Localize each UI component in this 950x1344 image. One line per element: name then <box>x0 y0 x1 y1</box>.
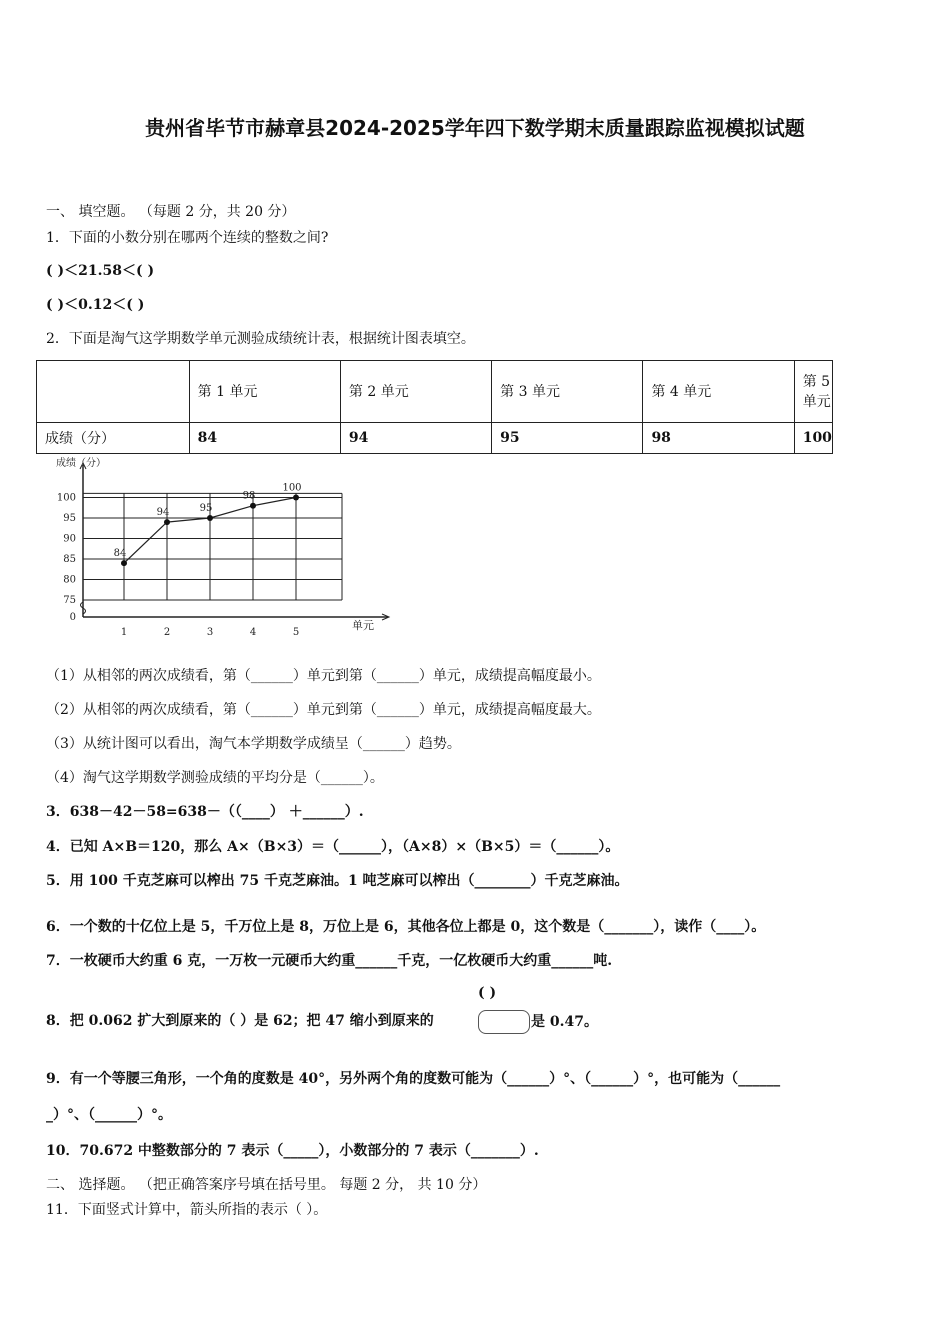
chart-data-label: 94 <box>156 507 170 519</box>
question-3: 3．638－42－58=638－（（____） ＋______）. <box>46 804 364 820</box>
table-cell: 94 <box>340 422 491 454</box>
chart-y-tick-label: 95 <box>63 513 76 524</box>
question-8-end: 是 0.47。 <box>531 1014 598 1030</box>
chart-data-point <box>293 495 299 501</box>
page-title: 贵州省毕节市赫章县2024-2025学年四下数学期末质量跟踪监视模拟试题 <box>145 116 805 140</box>
question-1: 1．下面的小数分别在哪两个连续的整数之间? <box>46 230 329 246</box>
score-line-chart <box>36 455 396 641</box>
question-2-4: （4）淘气这学期数学测验成绩的平均分是（______）。 <box>46 770 384 786</box>
chart-data-label: 100 <box>282 482 302 494</box>
chart-data-label: 98 <box>242 490 256 502</box>
question-6: 6．一个数的十亿位上是 5，千万位上是 8，万位上是 6，其他各位上都是 0，这个数是（_______），读作（____）。 <box>46 919 766 935</box>
chart-y-ticks <box>57 493 76 624</box>
chart-data-label: 84 <box>113 548 127 560</box>
question-4: 4．已知 A×B＝120，那么 A×（B×3）＝（______），（A×8）×（B×5）＝（______）。 <box>46 839 620 855</box>
section-heading-choice: 二、 选择题。 （把正确答案序号填在括号里。 每题 2 分， 共 10 分） <box>46 1177 487 1193</box>
chart-x-ticks <box>121 627 299 638</box>
chart-y-tick-label: 80 <box>63 574 76 586</box>
question-2-1: （1）从相邻的两次成绩看，第（______）单元到第（______）单元，成绩提高幅度最小。 <box>46 668 601 684</box>
table-row <box>37 422 833 454</box>
table-header-cell: 第 4 单元 <box>643 361 794 423</box>
chart-y-tick-label: 90 <box>63 533 76 545</box>
chart-x-tick-label: 1 <box>120 627 128 638</box>
question-9: 9．有一个等腰三角形，一个角的度数是 40°，另外两个角的度数可能为（______）°、（______）°，也可能为（______ <box>46 1071 781 1087</box>
question-7: 7．一枚硬币大约重 6 克，一万枚一元硬币大约重______千克，一亿枚硬币大约重______吨. <box>46 953 613 969</box>
question-11: 11．下面竖式计算中，箭头所指的表示（ ）。 <box>46 1202 328 1218</box>
chart-y-tick-label: 0 <box>69 612 76 623</box>
chart-series <box>114 483 302 567</box>
chart-x-axis-label: 单元 <box>352 619 374 632</box>
chart-data-point <box>207 515 213 521</box>
chart-x-tick-label: 5 <box>292 627 300 638</box>
table-header-cell: 第 1 单元 <box>189 361 340 423</box>
chart-data-label: 95 <box>199 503 213 514</box>
table-header-cell: 第 3 单元 <box>492 361 643 423</box>
chart-data-point <box>164 519 170 525</box>
table-header-cell: 第 2 单元 <box>340 361 491 423</box>
question-8: 8．把 0.062 扩大到原来的（ ）是 62；把 47 缩小到原来的 <box>46 1013 434 1029</box>
question-1b: ( )＜0.12＜( ) <box>46 297 145 313</box>
table-cell: 95 <box>492 422 643 454</box>
chart-grid <box>83 490 342 600</box>
question-9-continued: _）°、（______）°。 <box>46 1107 172 1123</box>
chart-x-tick-label: 4 <box>249 627 257 638</box>
chart-y-tick-label: 85 <box>63 554 76 565</box>
question-2-2: （2）从相邻的两次成绩看，第（______）单元到第（______）单元，成绩提高幅度最大。 <box>46 702 601 718</box>
question-5: 5．用 100 千克芝麻可以榨出 75 千克芝麻油。1 吨芝麻可以榨出（________）千克芝麻油。 <box>46 873 629 889</box>
question-10: 10．70.672 中整数部分的 7 表示（_____），小数部分的 7 表示（_______）. <box>46 1143 539 1159</box>
chart-data-point <box>250 503 256 509</box>
table-header-cell <box>37 361 190 423</box>
table-cell: 84 <box>189 422 340 454</box>
chart-y-axis-label: 成绩（分） <box>56 458 106 469</box>
table-cell: 100 <box>794 422 832 454</box>
table-header-row <box>37 361 833 423</box>
chart-axes <box>80 463 389 620</box>
chart-x-tick-label: 3 <box>206 627 214 638</box>
chart-data-point <box>121 560 127 566</box>
table-cell: 98 <box>643 422 794 454</box>
section-heading-fill-blank: 一、 填空题。 （每题 2 分，共 20 分） <box>46 204 296 220</box>
question-1a: ( )＜21.58＜( ) <box>46 263 155 279</box>
question-8-fraction-box <box>478 1010 530 1034</box>
question-2-3: （3）从统计图可以看出，淘气本学期数学成绩呈（______）趋势。 <box>46 736 461 752</box>
chart-y-tick-label: 75 <box>63 595 76 606</box>
score-table <box>36 360 833 454</box>
table-header-cell: 第 5 单元 <box>794 361 832 423</box>
table-row-label: 成绩（分） <box>37 422 190 454</box>
chart-x-tick-label: 2 <box>163 627 171 638</box>
question-2: 2．下面是淘气这学期数学单元测验成绩统计表，根据统计图表填空。 <box>46 331 475 347</box>
chart-y-tick-label: 100 <box>56 492 76 504</box>
question-8-fraction-top: ( ) <box>478 985 497 1001</box>
